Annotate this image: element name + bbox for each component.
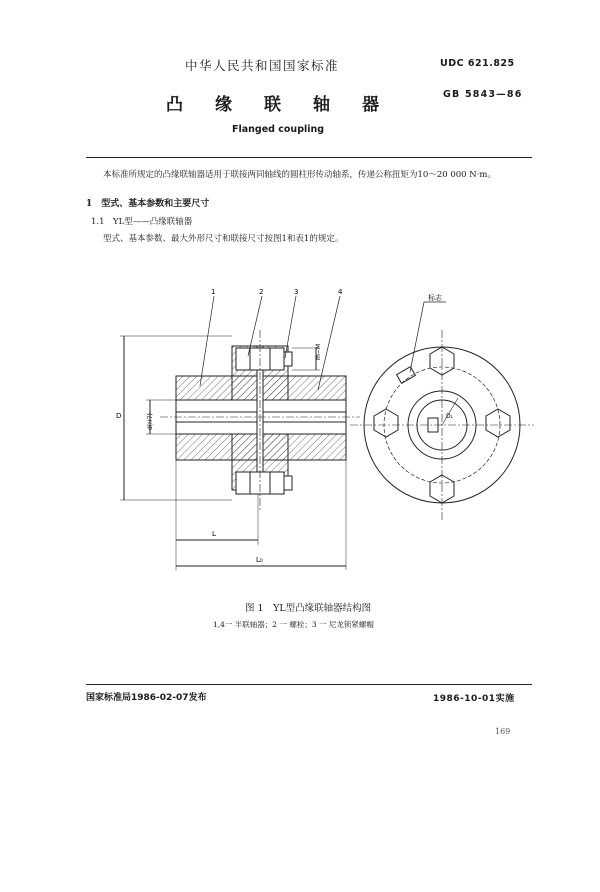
subsection-1-1-text: 型式、基本参数、最大外形尺寸和联接尺寸按图1和表1的规定。 (103, 234, 344, 244)
callout-4: 4 (338, 288, 343, 296)
dim-label-D1: D₁ (446, 413, 454, 420)
page-number: 169 (495, 727, 511, 736)
udc-code: UDC 621.825 (440, 58, 515, 69)
figure-caption: 图 1 YL型凸缘联轴器结构图 (245, 603, 372, 614)
footer-divider (86, 684, 532, 685)
bolt-head-right (486, 409, 510, 437)
standard-organization: 中华人民共和国国家标准 (185, 58, 340, 73)
gb-standard-number: GB 5843—86 (443, 89, 523, 100)
header-divider (86, 157, 532, 158)
issue-date: 国家标准局1986-02-07发布 (86, 693, 207, 703)
intro-paragraph: 本标准所规定的凸缘联轴器适用于联接两同轴线的圆柱形传动轴系，传递公称扭矩为10～20 000 N·m。 (103, 170, 496, 180)
dim-label-L: L (212, 530, 216, 538)
dim-label-d: d(H7) (147, 413, 154, 430)
effective-date: 1986-10-01实施 (433, 694, 515, 704)
dim-label-L0: L₀ (256, 556, 263, 564)
figure-legend: 1,4一 半联轴器；2 一 螺栓；3 一 尼龙锁紧螺帽 (213, 620, 374, 629)
section-1-heading: 1 型式、基本参数和主要尺寸 (86, 199, 210, 209)
dim-label-D: D (116, 412, 122, 420)
document-title-english: Flanged coupling (232, 124, 325, 135)
section-view (120, 296, 360, 570)
subsection-1-1-heading: 1.1 YL型——凸缘联轴器 (91, 217, 193, 227)
mark-label: 标志 (428, 294, 442, 302)
end-view (350, 302, 534, 520)
dim-label-m: m−M (315, 343, 322, 360)
callout-1: 1 (211, 288, 216, 296)
document-title: 凸缘联轴器 (166, 95, 411, 115)
callout-3: 3 (294, 288, 299, 296)
bolt-head-left (374, 409, 398, 437)
callout-2: 2 (259, 288, 264, 296)
coupling-drawing (100, 280, 540, 590)
